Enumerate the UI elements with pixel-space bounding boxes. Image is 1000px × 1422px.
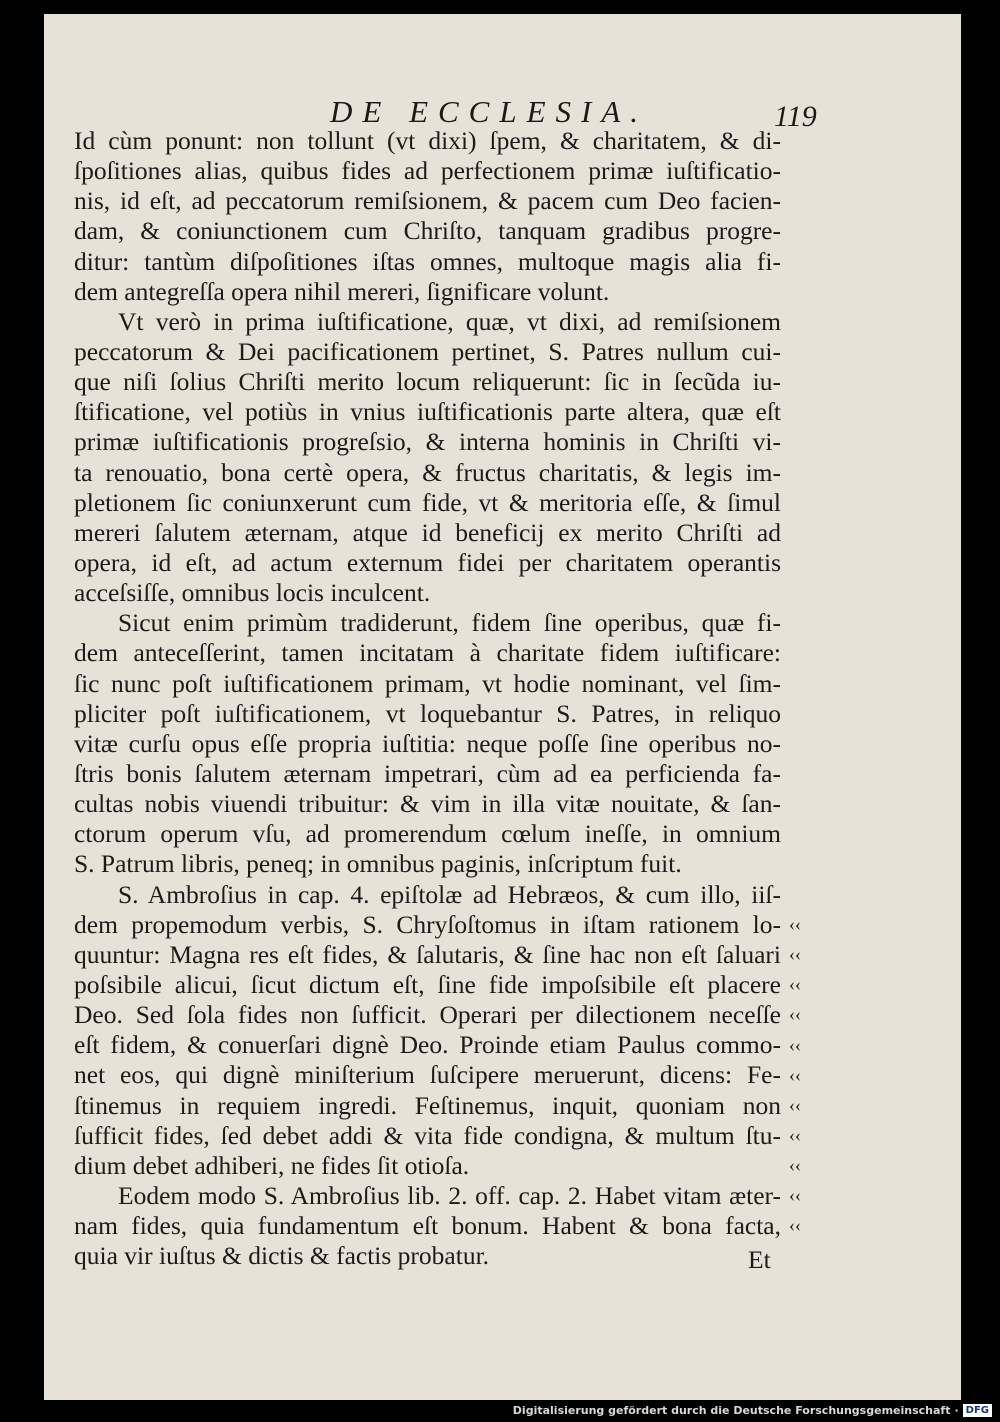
page-number: 119 xyxy=(774,100,817,133)
text-line: Sicut enim primùm tradiderunt, fidem ſine operibus, quæ fi- xyxy=(118,608,781,638)
running-title: DE ECCLESIA. xyxy=(330,94,649,129)
text-line: ctorum operum vſu, ad promerendum cœlum ineſſe, in omnium xyxy=(74,819,781,849)
text-line: dem propemodum verbis, S. Chryſoſtomus in iſtam rationem lo- xyxy=(74,909,781,939)
text-line: eſt fidem, & conuerſari dignè Deo. Proinde etiam Paulus commo- xyxy=(74,1030,781,1060)
text-line: S. Ambroſius in cap. 4. epiſtolæ ad Hebræos, & cum illo, iiſ- xyxy=(118,879,781,909)
text-line: ſtinemus in requiem ingredi. Feſtinemus, inquit, quoniam non xyxy=(74,1090,781,1120)
text-line: ſufficit fides, ſed debet addi & vita fide condigna, & multum ſtu- xyxy=(74,1120,781,1150)
text-line: pliciter poſt iuſtificationem, vt loquebantur S. Patres, in reliquo xyxy=(74,698,781,728)
quote-mark: ‹‹ xyxy=(789,1155,801,1176)
text-line: Vt verò in prima iuſtificatione, quæ, vt dixi, ad remiſsionem xyxy=(118,306,781,336)
text-line: dem anteceſſerint, tamen incitatam à charitate fidem iuſtificare: xyxy=(74,638,781,668)
text-line: dam, & coniunctionem cum Chriſto, tanquam gradibus progre- xyxy=(74,216,781,246)
text-line: pletionem ſic coniunxerunt cum fide, vt & meritoria eſſe, & ſimul xyxy=(74,487,781,517)
text-line: Id cùm ponunt: non tollunt (vt dixi) ſpem, & charitatem, & di- xyxy=(74,126,781,155)
footer-separator: · xyxy=(954,1404,959,1417)
text-line: cultas nobis viuendi tribuitur: & vim in illa vitæ nouitate, & ſan- xyxy=(74,789,781,819)
text-line: Deo. Sed ſola fides non ſufficit. Operari per dilectionem neceſſe xyxy=(74,1000,781,1030)
quote-mark: ‹‹ xyxy=(789,1004,801,1025)
funding-notice: Digitalisierung gefördert durch die Deutsche Forschungsgemeinschaft xyxy=(512,1404,951,1417)
text-line: mereri ſalutem æternam, atque id beneficij ex merito Chriſti ad xyxy=(74,517,781,547)
text-line: primæ iuſtificationis progreſsio, & interna hominis in Chriſti vi- xyxy=(74,427,781,457)
text-line: ditur: tantùm diſpoſitiones iſtas omnes, multoque magis alia fi- xyxy=(74,246,781,276)
text-line: ſtris bonis ſalutem æternam impetrari, cùm ad ea perficienda fa- xyxy=(74,758,781,788)
quote-mark: ‹‹ xyxy=(789,944,801,965)
text-line: nis, id eſt, ad peccatorum remiſsionem, & pacem cum Deo facien- xyxy=(74,186,781,216)
text-line: poſsibile alicui, ſicut dictum eſt, ſine fide impoſsibile eſt placere xyxy=(74,969,781,999)
text-line: ta renouatio, bona certè opera, & fructus charitatis, & legis im- xyxy=(74,457,781,487)
text-line: net eos, qui dignè miniſterium ſuſcipere meruerunt, dicens: Fe- xyxy=(74,1060,781,1090)
catchword: Et xyxy=(748,1245,771,1274)
quote-mark: ‹‹ xyxy=(789,1064,801,1085)
quote-mark: ‹‹ xyxy=(789,974,801,995)
text-line: peccatorum & Dei pacificationem pertinet, S. Patres nullum cui- xyxy=(74,336,781,366)
text-line: que niſi ſolius Chriſti merito locum reliquerunt: ſic in ſecũda iu- xyxy=(74,367,781,397)
digitization-footer xyxy=(513,1404,992,1417)
text-line: ſic nunc poſt iuſtificationem primam, vt hodie nominant, vel ſim- xyxy=(74,668,781,698)
dfg-logo: DFG xyxy=(963,1404,992,1417)
text-line: vitæ curſu opus eſſe propria iuſtitia: neque poſſe ſine operibus no- xyxy=(74,728,781,758)
text-line: dium debet adhiberi, ne fides ſit otioſa. xyxy=(74,1150,470,1180)
text-line: S. Patrum libris, peneq; in omnibus paginis, inſcriptum fuit. xyxy=(74,849,682,879)
text-line: ſtificatione, vel potiùs in vnius iuſtificationis parte altera, quæ eſt xyxy=(74,397,781,427)
quote-mark: ‹‹ xyxy=(789,1215,801,1236)
quote-mark: ‹‹ xyxy=(789,914,801,934)
text-line: acceſsiſſe, omnibus locis inculcent. xyxy=(74,578,431,608)
quote-mark: ‹‹ xyxy=(789,1124,801,1145)
text-line: quia vir iuſtus & dictis & factis probatur. xyxy=(74,1241,490,1271)
text-line: nam fides, quia fundamentum eſt bonum. Habent & bona facta, xyxy=(74,1211,781,1241)
quote-mark: ‹‹ xyxy=(789,1185,801,1206)
quote-mark: ‹‹ xyxy=(789,1094,801,1115)
text-line: Eodem modo S. Ambroſius lib. 2. off. cap. 2. Habet vitam æter- xyxy=(118,1180,781,1210)
quote-mark: ‹‹ xyxy=(789,1034,801,1055)
marginal-quote-marks xyxy=(780,909,810,1241)
text-line: ſpoſitiones alias, quibus fides ad perfectionem primæ iuſtificatio- xyxy=(74,156,781,186)
text-line: quuntur: Magna res eſt fides, & ſalutaris, & ſine hac non eſt ſaluari xyxy=(74,939,781,969)
text-line: dem antegreſſa opera nihil mereri, ſignificare volunt. xyxy=(74,276,610,306)
body-text xyxy=(74,126,781,1271)
text-line: opera, id eſt, ad actum externum fidei per charitatem operantis xyxy=(74,547,781,577)
